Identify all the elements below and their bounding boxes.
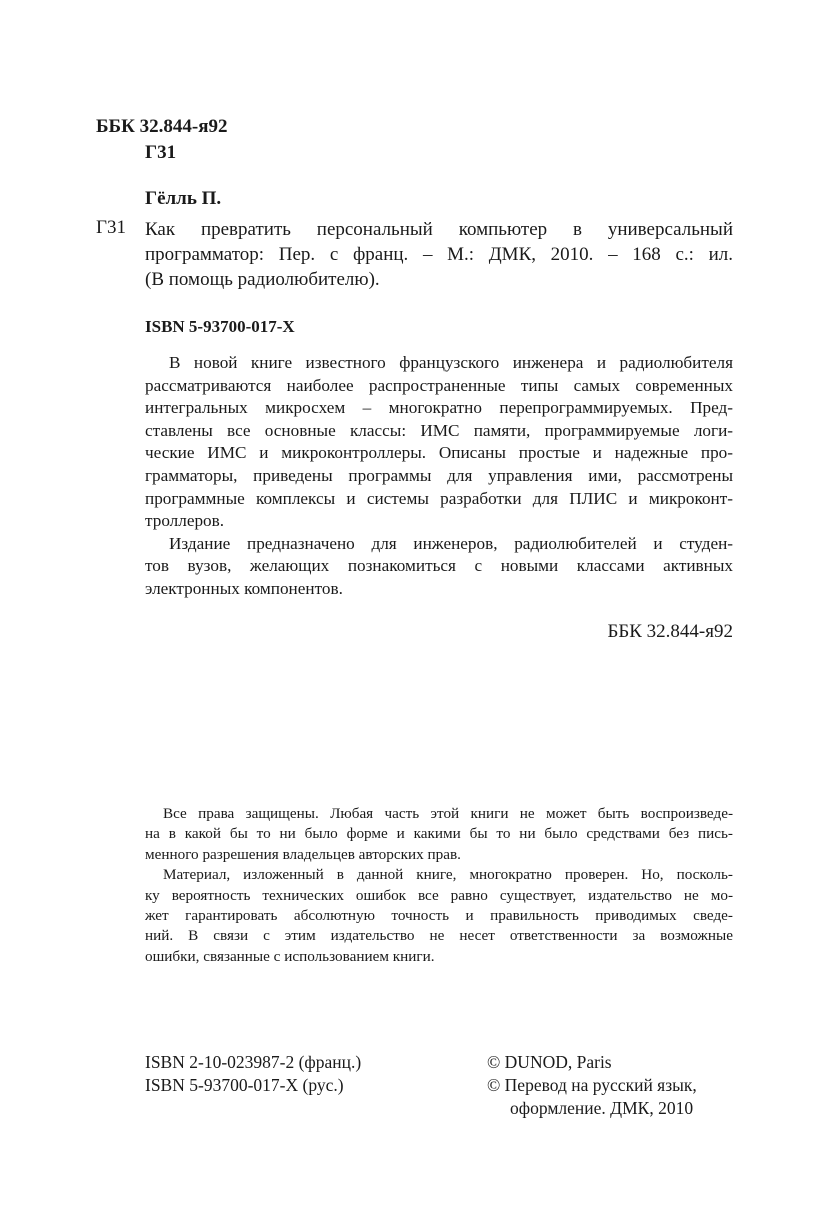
annotation-line: рассматриваются наиболее распространенные типы самых современных — [145, 375, 733, 395]
isbn-french: ISBN 2-10-023987-2 (франц.) — [145, 1052, 362, 1072]
copyright-line: © DUNOD, Paris — [487, 1052, 612, 1072]
annotation-line: В новой книге известного французского инженера и радиолюбителя — [169, 353, 733, 372]
annotation-line: ческие ИМС и микроконтроллеры. Описаны простые и надежные про- — [145, 443, 733, 463]
rights-line: Материал, изложенный в данной книге, многократно проверен. Но, посколь- — [163, 866, 733, 884]
rights-line: на в какой бы то ни было форме и какими бы то ни было средствами без пись- — [145, 825, 733, 843]
rights-line: жет гарантировать абсолютную точность и правильность приводимых сведе- — [145, 907, 733, 925]
author-name: Гёлль П. — [145, 188, 222, 209]
annotation-line: тов вузов, желающих познакомиться с новыми классами активных — [145, 556, 733, 576]
rights-notice — [145, 804, 733, 967]
copyright-list — [487, 1051, 697, 1120]
annotation-line: троллеров. — [145, 511, 225, 531]
isbn-main: ISBN 5-93700-017-X — [145, 317, 295, 336]
rights-line: Все права защищены. Любая часть этой книги не может быть воспроизведе- — [163, 805, 733, 822]
annotation-line: грамматоры, приведены программы для управления ими, рассмотрены — [145, 465, 733, 485]
annotation-line: программные комплексы и системы разработки для ПЛИС и микроконт- — [145, 488, 733, 508]
title-line: (В помощь радиолюбителю). — [145, 269, 380, 290]
title-line: Как превратить персональный компьютер в универсальный — [145, 219, 733, 240]
rights-line: менного разрешения владельцев авторских прав. — [145, 845, 461, 863]
rights-line: ний. В связи с этим издательство не несет ответственности за возможные — [145, 927, 733, 945]
annotation-line: электронных компонентов. — [145, 578, 343, 598]
annotation — [145, 352, 733, 601]
book-title-description — [145, 217, 733, 292]
annotation-line: Издание предназначено для инженеров, радиолюбителей и студен- — [169, 533, 733, 553]
rights-line: ку вероятность технических ошибок все равно существует, издательство не мо- — [145, 886, 733, 904]
annotation-line: интегральных микросхем – многократно перепрограммируемых. Пред- — [145, 398, 733, 418]
isbn-russian: ISBN 5-93700-017-X (рус.) — [145, 1075, 344, 1095]
annotation-line: ставлены все основные классы: ИМС памяти, программируемые логи- — [145, 420, 733, 440]
catalog-mark: Г31 — [96, 217, 126, 238]
isbn-list — [145, 1051, 361, 1097]
bbk-code: ББК 32.844-я92 — [96, 116, 228, 137]
title-line: программатор: Пер. с франц. – М.: ДМК, 2010. – 168 с.: ил. — [145, 244, 733, 265]
copyright-line: оформление. ДМК, 2010 — [510, 1098, 694, 1118]
copyright-line: © Перевод на русский язык, — [487, 1075, 697, 1095]
bbk-code-right: ББК 32.844-я92 — [607, 621, 733, 642]
author-mark: Г31 — [145, 142, 177, 163]
rights-line: ошибки, связанные с использованием книги. — [145, 947, 435, 965]
